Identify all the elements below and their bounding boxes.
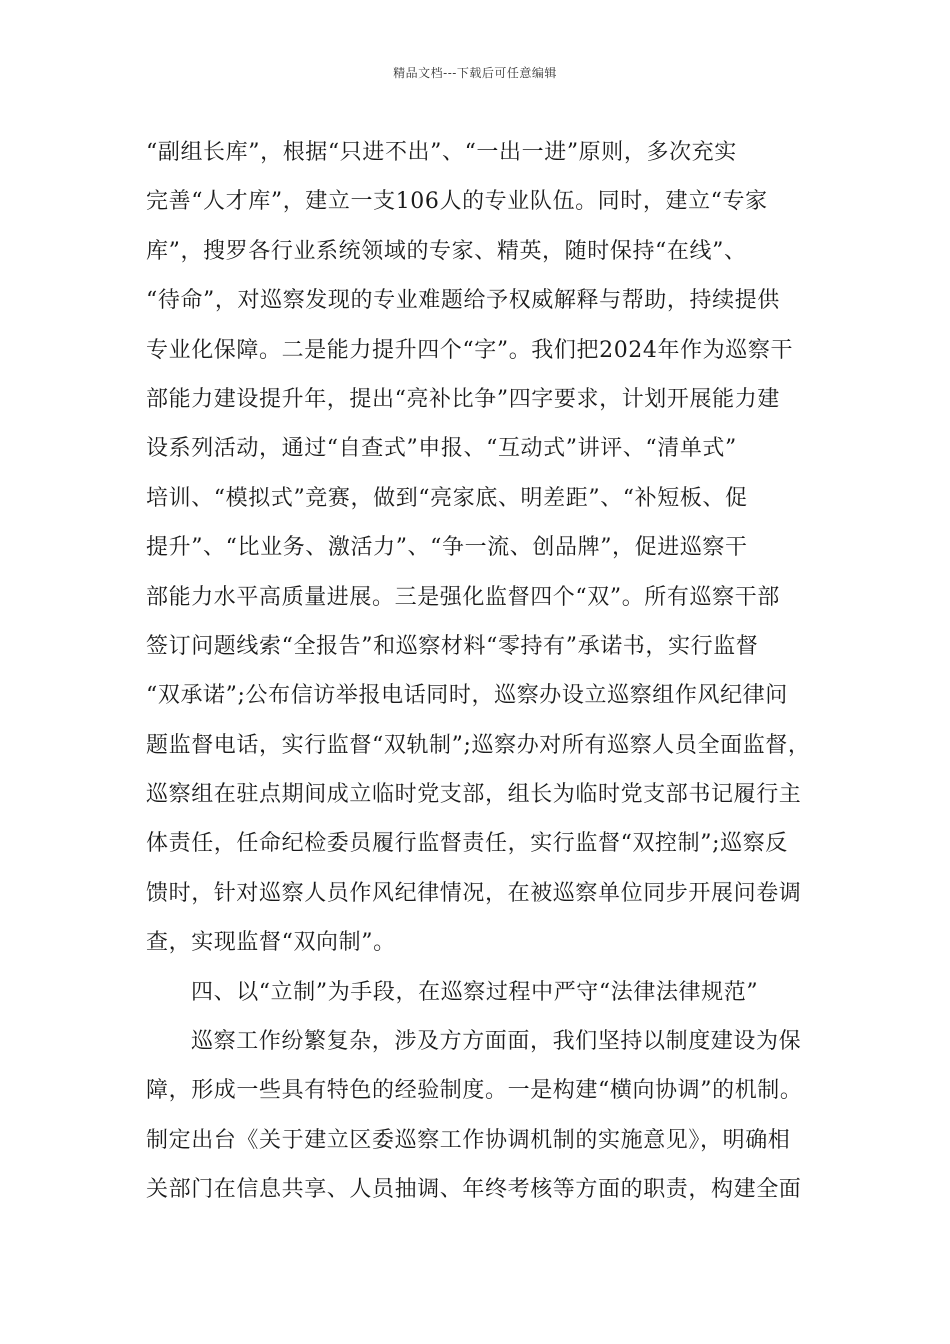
text-line: “待命”，对巡察发现的专业难题给予权威解释与帮助，持续提供 [146, 288, 780, 314]
text-line: 馈时，针对巡察人员作风纪律情况，在被巡察单位同步开展问卷调 [146, 880, 802, 906]
paragraph-first-line: 巡察工作纷繁复杂，涉及方方面面，我们坚持以制度建设为保 [191, 1029, 802, 1055]
text-line: 部能力水平高质量进展。三是强化监督四个“双”。所有巡察干部 [146, 584, 780, 610]
text-line: 障，形成一些具有特色的经验制度。一是构建“横向协调”的机制。 [146, 1078, 803, 1104]
text-line: 签订问题线索“全报告”和巡察材料“零持有”承诺书，实行监督 [146, 633, 759, 659]
text-line: “副组长库”，根据“只进不出”、“一出一进”原则，多次充实 [146, 140, 737, 165]
text-line: 体责任，任命纪检委员履行监督责任，实行监督“双控制”;巡察反 [146, 831, 788, 857]
text-line: 制定出台《关于建立区委巡察工作协调机制的实施意见》，明确相 [146, 1127, 791, 1153]
page-header: 精品文档---下载后可任意编辑 [393, 66, 557, 80]
section-heading: 四、以“立制”为手段，在巡察过程中严守“法律法律规范” [191, 979, 759, 1005]
text-line: 部能力建设提升年，提出“亮补比争”四字要求，计划开展能力建 [146, 386, 780, 412]
text-line: 培训、“模拟式”竞赛，做到“亮家底、明差距”、“补短板、促 [146, 485, 748, 511]
text-line: 关部门在信息共享、人员抽调、年终考核等方面的职责，构建全面 [146, 1177, 802, 1203]
text-line: “双承诺”;公布信访举报电话同时，巡察办设立巡察组作风纪律问 [146, 683, 788, 709]
text-line: 查，实现监督“双向制”。 [146, 930, 396, 956]
text-line: 库”，搜罗各行业系统领域的专家、精英，随时保持“在线”、 [146, 238, 747, 264]
text-line: 题监督电话，实行监督“双轨制”;巡察办对所有巡察人员全面监督， [146, 732, 811, 758]
text-line: 完善“人才库”，建立一支106人的专业队伍。同时，建立“专家 [146, 189, 768, 215]
text-line: 专业化保障。二是能力提升四个“字”。我们把2024年作为巡察干 [146, 337, 794, 363]
text-line: 巡察组在驻点期间成立临时党支部，组长为临时党支部书记履行主 [146, 782, 802, 808]
text-line: 设系列活动，通过“自查式”申报、“互动式”讲评、“清单式” [146, 436, 737, 462]
document-body [146, 128, 826, 1215]
text-line: 提升”、“比业务、激活力”、“争一流、创品牌”，促进巡察干 [146, 535, 748, 561]
